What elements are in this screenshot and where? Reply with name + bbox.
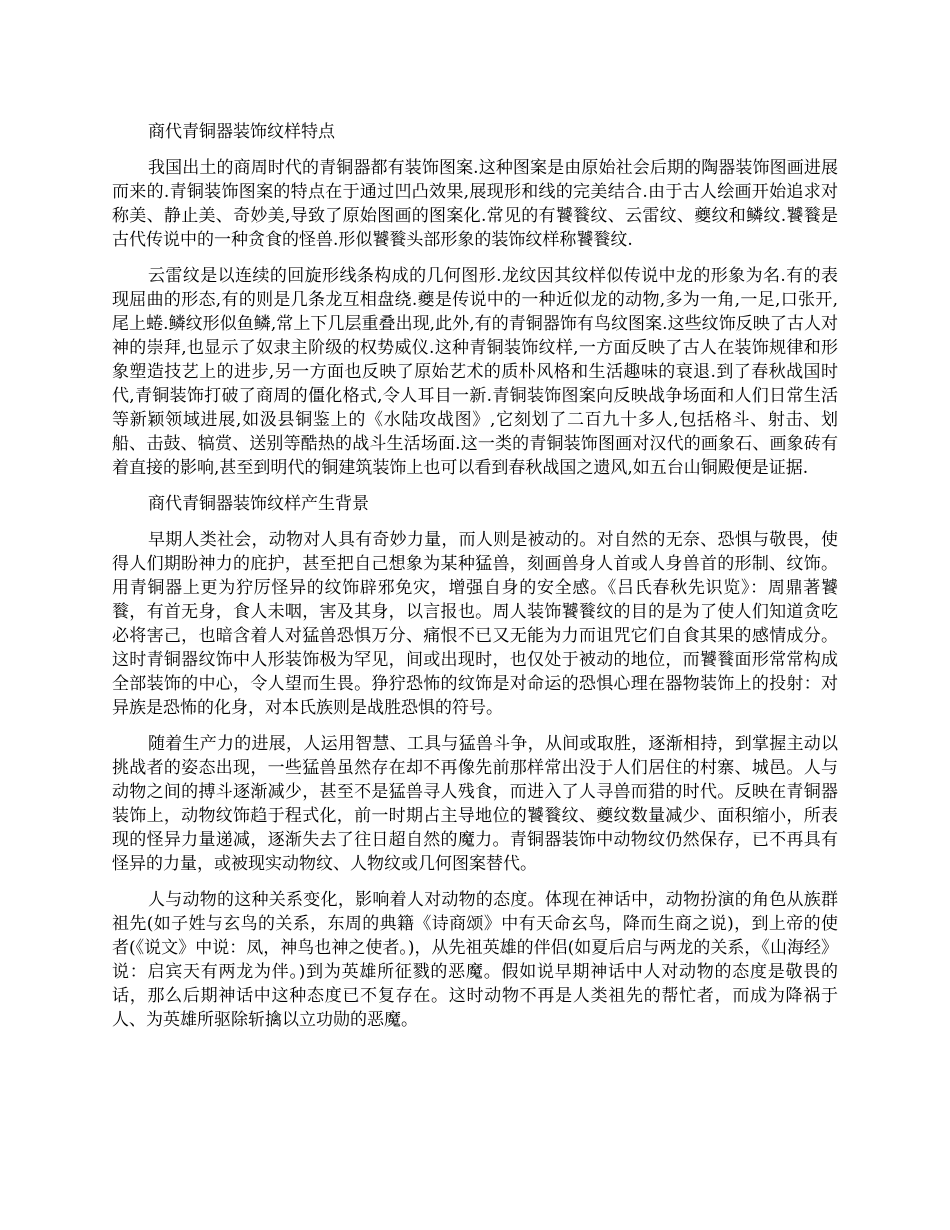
paragraph-early-society: 早期人类社会，动物对人具有奇妙力量，而人则是被动的。对自然的无奈、恐惧与敬畏，使得人们期盼神力的庇护，甚至把自己想象为某种猛兽，刻画兽身人首或人身兽首的形制、纹饰。用青铜器上更为狞厉怪异的纹饰辟邪免灾，增强自身的安全感。《吕氏春秋先识览》：周鼎著饕餮，有首无身，食人未咽，害及其身，以言报也。周人装饰饕餮纹的目的是为了使人们知道贪吃必将害己，也暗含着人对猛兽恐惧万分、痛恨不已又无能为力而诅咒它们自食其果的感情成分。这时青铜器纹饰中人形装饰极为罕见，间或出现时，也仅处于被动的地位，而饕餮面形常常构成全部装饰的中心，令人望而生畏。狰狞恐怖的纹饰是对命运的恐惧心理在器物装饰上的投射：对异族是恐怖的化身，对本氏族则是战胜恐惧的符号。	[112, 530, 838, 718]
document-page	[112, 120, 838, 1044]
paragraph-features-intro: 我国出土的商周时代的青铜器都有装饰图案.这种图案是由原始社会后期的陶器装饰图画进展而来的.青铜装饰图案的特点在于通过凹凸效果,展现形和线的完美结合.由于古人绘画开始追求对称美、静止美、奇妙美,导致了原始图画的图案化.常见的有饕餮纹、云雷纹、夔纹和鳞纹.饕餮是古代传说中的一种贪食的怪兽.形似饕餮头部形象的装饰纹样称饕餮纹.	[112, 158, 838, 250]
paragraph-productivity: 随着生产力的进展，人运用智慧、工具与猛兽斗争，从间或取胜，逐渐相持，到掌握主动以挑战者的姿态出现，一些猛兽虽然存在却不再像先前那样常出没于人们居住的村寨、城邑。人与动物之间的搏斗逐渐减少，甚至不是猛兽寻人残食，而进入了人寻兽而猎的时代。反映在青铜器装饰上，动物纹饰趋于程式化，前一时期占主导地位的饕餮纹、夔纹数量减少、面积缩小，所表现的怪异力量递减，逐渐失去了往日超自然的魔力。青铜器装饰中动物纹仍然保存，已不再具有怪异的力量，或被现实动物纹、人物纹或几何图案替代。	[112, 734, 838, 874]
paragraph-attitude-change: 人与动物的这种关系变化，影响着人对动物的态度。体现在神话中，动物扮演的角色从族群祖先(如子姓与玄鸟的关系，东周的典籍《诗商颂》中有天命玄鸟，降而生商之说)，到上帝的使者(《说文》中说：凤，神鸟也神之使者。)，从先祖英雄的伴侣(如夏后启与两龙的关系，《山海经》说：启宾天有两龙为伴。)到为英雄所征戮的恶魔。假如说早期神话中人对动物的态度是敬畏的话，那么后期神话中这种态度已不复存在。这时动物不再是人类祖先的帮忙者，而成为降祸于人、为英雄所驱除斩擒以立功勋的恶魔。	[112, 890, 838, 1030]
section-heading-features: 商代青铜器装饰纹样特点	[148, 122, 335, 142]
paragraph-cloud-thunder-pattern: 云雷纹是以连续的回旋形线条构成的几何图形.龙纹因其纹样似传说中龙的形象为名.有的表现屈曲的形态,有的则是几条龙互相盘绕.夔是传说中的一种近似龙的动物,多为一角,一足,口张开,尾上蜷.鳞纹形似鱼鳞,常上下几层重叠出现,此外,有的青铜器饰有鸟纹图案.这些纹饰反映了古人对神的崇拜,也显示了奴隶主阶级的权势威仪.这种青铜装饰纹样,一方面反映了古人在装饰规律和形象塑造技艺上的进步,另一方面也反映了原始艺术的质朴风格和生活趣味的衰退.到了春秋战国时代,青铜装饰打破了商周的僵化格式,令人耳目一新.青铜装饰图案向反映战争场面和人们日常生活等新颖领域进展,如汲县铜鉴上的《水陆攻战图》,它刻划了二百九十多人,包括格斗、射击、划船、击鼓、犒赏、送别等酷热的战斗生活场面.这一类的青铜装饰图画对汉代的画象石、画象砖有着直接的影响,甚至到明代的铜建筑装饰上也可以看到春秋战国之遗风,如五台山铜殿便是证据.	[112, 266, 838, 478]
section-heading-background: 商代青铜器装饰纹样产生背景	[148, 494, 369, 514]
